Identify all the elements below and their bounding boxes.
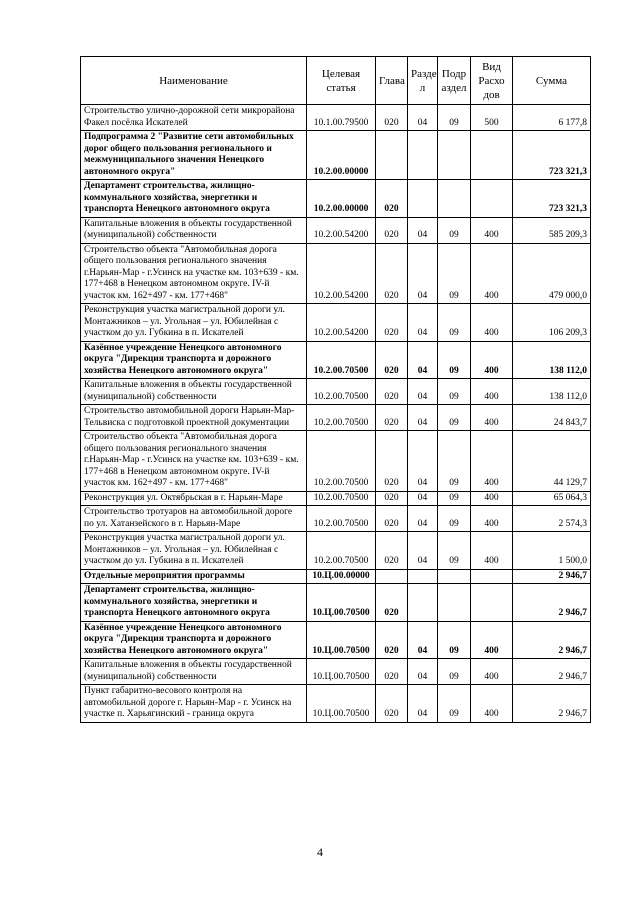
row-name-cell: Реконструкция участка магистральной дороги ул. Монтажников – ул. Угольная – ул. Юбилейная с участком до ул. Губкина в п. Искателей [81,532,307,570]
row-sum-cell: 723 321,3 [513,180,591,218]
row-target-article-cell: 10.2.00.70500 [307,405,376,431]
row-name-cell: Строительство объекта "Автомобильная дорога общего пользования регионального значения г.Нарьян-Мар - г.Усинск на участке км. 103+639 - км. 177+468 в Ненецком автономном округе. IV-й участок км. 162+497 - км. 177+468" [81,431,307,492]
row-sum-cell: 2 946,7 [513,621,591,659]
page-number: 4 [317,845,323,859]
row-expense-type-cell: 400 [471,506,513,532]
row-chapter-cell: 020 [376,105,408,131]
row-name-cell: Департамент строительства, жилищно-коммунального хозяйства, энергетики и транспорта Ненецкого автономного округа [81,584,307,622]
row-target-article-cell: 10.1.00.79500 [307,105,376,131]
row-chapter-cell: 020 [376,405,408,431]
header-section: Разде л [408,57,438,105]
row-expense-type-cell: 400 [471,532,513,570]
row-expense-type-cell: 400 [471,685,513,723]
table-row [81,621,591,659]
row-name-cell: Казённое учреждение Ненецкого автономного округа "Дирекция транспорта и дорожного хозяйства Ненецкого автономного округа" [81,621,307,659]
row-name-cell: Департамент строительства, жилищно-коммунального хозяйства, энергетики и транспорта Ненецкого автономного округа [81,180,307,218]
row-section-cell: 04 [408,532,438,570]
row-sum-cell: 2 946,7 [513,685,591,723]
row-chapter-cell: 020 [376,584,408,622]
table-row [81,379,591,405]
row-name-cell: Пункт габаритно-весового контроля на автомобильной дороге г. Нарьян-Мар - г. Усинск на участке п. Харьягинский - граница округа [81,685,307,723]
row-chapter-cell: 020 [376,621,408,659]
row-section-cell [408,569,438,584]
row-expense-type-cell: 400 [471,621,513,659]
row-sum-cell: 24 843,7 [513,405,591,431]
row-chapter-cell: 020 [376,217,408,243]
row-sum-cell: 6 177,8 [513,105,591,131]
row-chapter-cell: 020 [376,506,408,532]
row-chapter-cell [376,569,408,584]
row-expense-type-cell: 400 [471,243,513,304]
row-sum-cell: 2 574,3 [513,506,591,532]
row-chapter-cell: 020 [376,341,408,379]
row-subsection-cell: 09 [438,431,471,492]
row-sum-cell: 138 112,0 [513,341,591,379]
row-section-cell: 04 [408,685,438,723]
row-chapter-cell: 020 [376,685,408,723]
row-section-cell: 04 [408,405,438,431]
row-target-article-cell: 10.Ц.00.70500 [307,584,376,622]
row-target-article-cell: 10.Ц.00.70500 [307,659,376,685]
row-section-cell: 04 [408,491,438,506]
row-sum-cell: 585 209,3 [513,217,591,243]
row-chapter-cell [376,131,408,180]
row-target-article-cell: 10.2.00.70500 [307,491,376,506]
row-subsection-cell: 09 [438,341,471,379]
table-row [81,304,591,342]
row-expense-type-cell [471,569,513,584]
row-sum-cell: 2 946,7 [513,584,591,622]
row-name-cell: Отдельные мероприятия программы [81,569,307,584]
row-subsection-cell: 09 [438,105,471,131]
row-subsection-cell [438,131,471,180]
row-subsection-cell: 09 [438,659,471,685]
row-sum-cell: 106 209,3 [513,304,591,342]
row-name-cell: Реконструкция участка магистральной дороги ул. Монтажников – ул. Угольная – ул. Юбилейная с участком до ул. Губкина в п. Искателей [81,304,307,342]
row-sum-cell: 1 500,0 [513,532,591,570]
row-section-cell: 04 [408,217,438,243]
row-subsection-cell: 09 [438,379,471,405]
header-expense-type: Вид Расхо дов [471,57,513,105]
row-expense-type-cell: 400 [471,491,513,506]
row-section-cell: 04 [408,621,438,659]
row-chapter-cell: 020 [376,532,408,570]
row-subsection-cell: 09 [438,217,471,243]
header-chapter: Глава [376,57,408,105]
row-subsection-cell [438,584,471,622]
row-target-article-cell: 10.2.00.70500 [307,379,376,405]
row-sum-cell: 479 000,0 [513,243,591,304]
row-section-cell: 04 [408,341,438,379]
row-name-cell: Строительство объекта "Автомобильная дорога общего пользования регионального значения г.Нарьян-Мар - г.Усинск на участке км. 103+639 - км. 177+468 в Ненецком автономном округе. IV-й участок км. 162+497 - км. 177+468" [81,243,307,304]
row-section-cell: 04 [408,506,438,532]
row-chapter-cell: 020 [376,659,408,685]
row-section-cell: 04 [408,431,438,492]
row-name-cell: Подпрограмма 2 "Развитие сети автомобильных дорог общего пользования регионального и межмуниципального значения Ненецкого автономного округа" [81,131,307,180]
row-name-cell: Капитальные вложения в объекты государственной (муниципальной) собственности [81,379,307,405]
table-row [81,685,591,723]
header-subsection: Подр аздел [438,57,471,105]
row-target-article-cell: 10.2.00.54200 [307,304,376,342]
row-section-cell: 04 [408,659,438,685]
row-target-article-cell: 10.2.00.70500 [307,341,376,379]
row-target-article-cell: 10.Ц.00.70500 [307,621,376,659]
header-target-article: Целевая статья [307,57,376,105]
row-target-article-cell: 10.2.00.54200 [307,217,376,243]
table-row [81,569,591,584]
row-target-article-cell: 10.2.00.70500 [307,431,376,492]
row-section-cell: 04 [408,243,438,304]
table-body [81,105,591,723]
row-subsection-cell [438,180,471,218]
header-name: Наименование [81,57,307,105]
row-chapter-cell: 020 [376,491,408,506]
table-row [81,180,591,218]
row-target-article-cell: 10.2.00.00000 [307,180,376,218]
row-subsection-cell: 09 [438,405,471,431]
table-row [81,584,591,622]
row-expense-type-cell [471,131,513,180]
row-sum-cell: 2 946,7 [513,569,591,584]
table-row [81,341,591,379]
row-target-article-cell: 10.2.00.70500 [307,506,376,532]
row-expense-type-cell: 400 [471,341,513,379]
row-expense-type-cell: 500 [471,105,513,131]
row-expense-type-cell: 400 [471,659,513,685]
row-section-cell: 04 [408,304,438,342]
row-name-cell: Казённое учреждение Ненецкого автономного округа "Дирекция транспорта и дорожного хозяйства Ненецкого автономного округа" [81,341,307,379]
table-row [81,105,591,131]
row-subsection-cell: 09 [438,532,471,570]
table-row [81,405,591,431]
row-name-cell: Реконструкция ул. Октябрьская в г. Нарьян-Маре [81,491,307,506]
row-chapter-cell: 020 [376,431,408,492]
row-name-cell: Капитальные вложения в объекты государственной (муниципальной) собственности [81,659,307,685]
row-sum-cell: 138 112,0 [513,379,591,405]
row-expense-type-cell [471,584,513,622]
row-subsection-cell: 09 [438,304,471,342]
row-section-cell [408,180,438,218]
row-expense-type-cell: 400 [471,379,513,405]
table-row [81,659,591,685]
row-expense-type-cell: 400 [471,431,513,492]
row-chapter-cell: 020 [376,304,408,342]
row-section-cell [408,584,438,622]
table-row [81,131,591,180]
row-target-article-cell: 10.Ц.00.70500 [307,685,376,723]
row-expense-type-cell: 400 [471,217,513,243]
row-expense-type-cell: 400 [471,304,513,342]
row-expense-type-cell: 400 [471,405,513,431]
header-sum: Сумма [513,57,591,105]
table-row [81,506,591,532]
row-section-cell: 04 [408,379,438,405]
row-name-cell: Строительство тротуаров на автомобильной дороге по ул. Хатанзейского в г. Нарьян-Маре [81,506,307,532]
row-expense-type-cell [471,180,513,218]
row-subsection-cell [438,569,471,584]
row-section-cell [408,131,438,180]
row-chapter-cell: 020 [376,243,408,304]
row-target-article-cell: 10.Ц.00.00000 [307,569,376,584]
budget-table [80,56,591,723]
row-target-article-cell: 10.2.00.54200 [307,243,376,304]
header-row [81,57,591,105]
row-sum-cell: 723 321,3 [513,131,591,180]
row-target-article-cell: 10.2.00.00000 [307,131,376,180]
row-name-cell: Строительство автомобильной дороги Нарьян-Мар-Тельвиска с подготовкой проектной документации [81,405,307,431]
table-row [81,217,591,243]
row-subsection-cell: 09 [438,685,471,723]
row-target-article-cell: 10.2.00.70500 [307,532,376,570]
row-name-cell: Строительство улично-дорожной сети микрорайона Факел посёлка Искателей [81,105,307,131]
row-subsection-cell: 09 [438,243,471,304]
table-row [81,532,591,570]
row-sum-cell: 44 129,7 [513,431,591,492]
table-row [81,491,591,506]
table-row [81,431,591,492]
row-chapter-cell: 020 [376,180,408,218]
table-row [81,243,591,304]
row-section-cell: 04 [408,105,438,131]
row-subsection-cell: 09 [438,621,471,659]
row-subsection-cell: 09 [438,506,471,532]
row-sum-cell: 65 064,3 [513,491,591,506]
row-subsection-cell: 09 [438,491,471,506]
row-chapter-cell: 020 [376,379,408,405]
row-sum-cell: 2 946,7 [513,659,591,685]
row-name-cell: Капитальные вложения в объекты государственной (муниципальной) собственности [81,217,307,243]
